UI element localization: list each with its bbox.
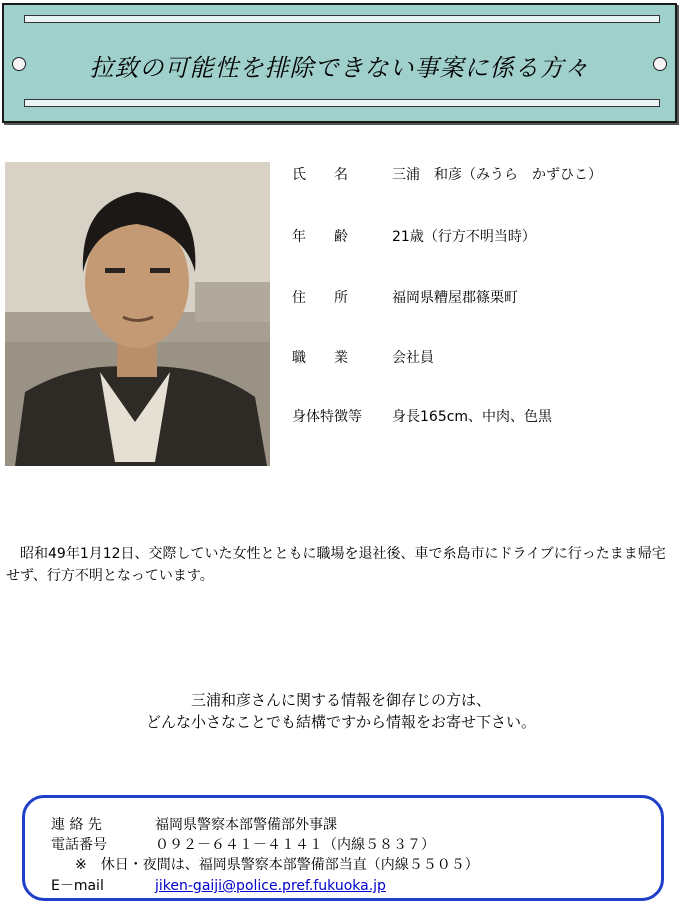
banner-bottom-rail [24,99,660,107]
age-value: 21歳（行方不明当時） [392,229,536,245]
profile-row-address [292,287,518,307]
contact-office-row [51,814,337,834]
address-label: 住 所 [292,290,348,306]
holiday-note: ※ 休日・夜間は、福岡県警察本部警備部当直（内線５５０５） [75,857,479,873]
portrait-photo [5,162,270,466]
contact-box [22,795,664,901]
profile-row-occupation [292,347,434,367]
occupation-value: 会社員 [392,350,434,366]
name-value: 三浦 和彦（みうら かずひこ） [392,167,602,183]
page-title: 拉致の可能性を排除できない事案に係る方々 [89,54,590,82]
phone-value: ０９２－６４１－４１４１（内線５８３７） [155,837,435,853]
portrait-illustration [5,162,270,466]
banner-top-rail [24,15,660,23]
appeal-line-1: 三浦和彦さんに関する情報を御存じの方は、 [190,691,491,709]
name-label: 氏 名 [292,167,348,183]
profile-row-features [292,406,552,426]
profile-row-name [292,164,602,184]
office-value: 福岡県警察本部警備部外事課 [155,817,337,833]
features-value: 身長165cm、中肉、色黒 [392,409,553,425]
information-appeal [0,689,682,733]
office-label: 連 絡 先 [51,817,102,833]
contact-email-row [51,875,386,895]
phone-label: 電話番号 [51,837,107,853]
case-narrative: 昭和49年1月12日、交際していた女性とともに職場を退社後、車で糸島市にドライブに行ったまま帰宅せず、行方不明となっています。 [6,546,666,584]
occupation-label: 職 業 [292,350,348,366]
profile-row-age [292,226,536,246]
age-label: 年 齢 [292,229,348,245]
contact-phone-row [51,834,435,854]
email-link[interactable]: jiken-gaiji@police.pref.fukuoka.jp [155,878,386,894]
appeal-line-2: どんな小さなことでも結構ですから情報をお寄せ下さい。 [145,713,536,731]
features-label: 身体特徴等 [292,409,362,425]
title-banner [2,3,677,123]
address-value: 福岡県糟屋郡篠栗町 [392,290,518,306]
email-label: E－mail [51,878,104,894]
